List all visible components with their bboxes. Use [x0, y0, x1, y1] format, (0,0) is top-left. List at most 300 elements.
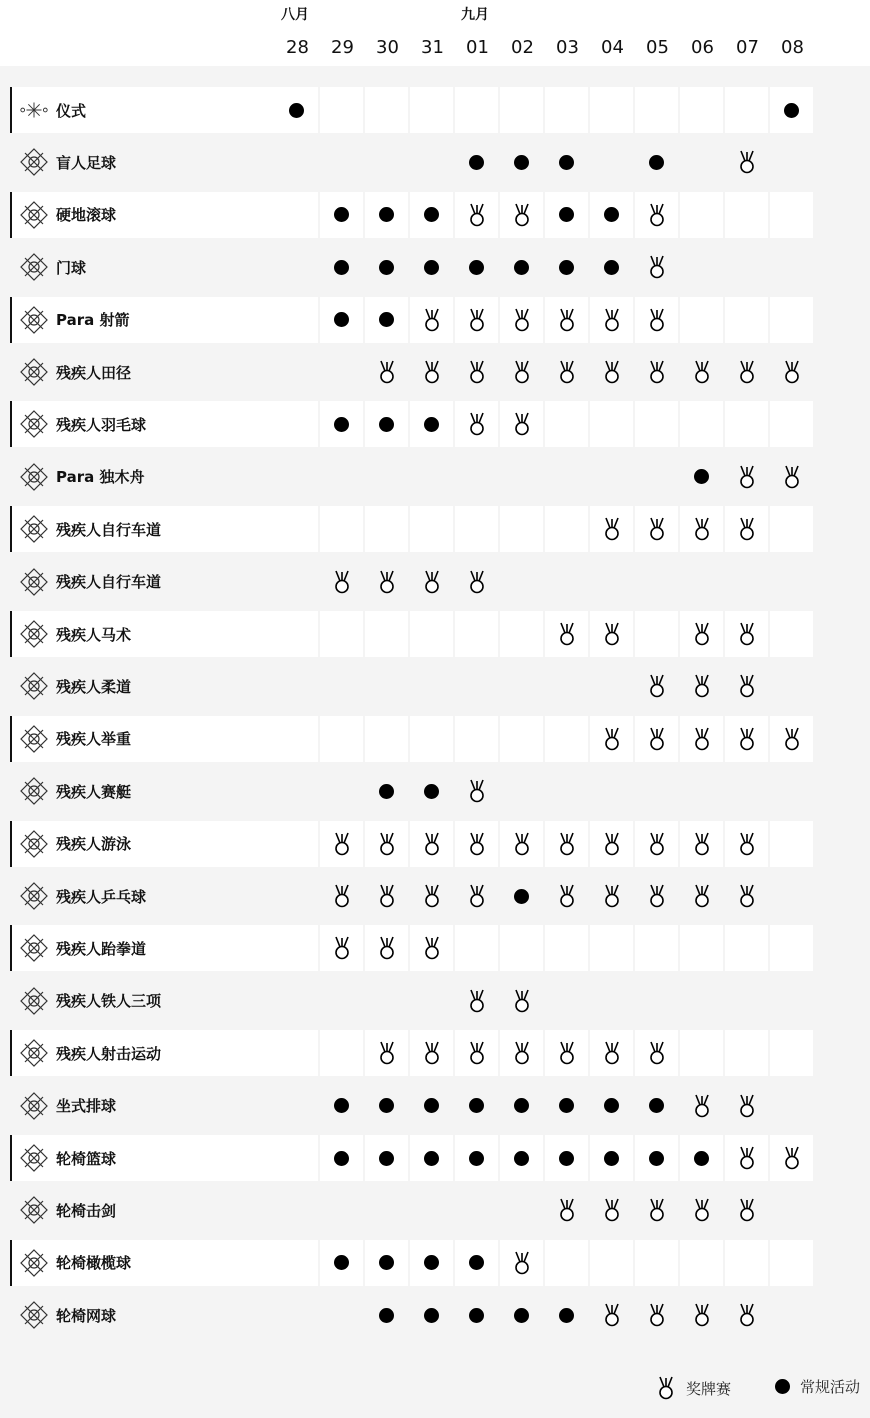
schedule-cell — [410, 139, 453, 185]
schedule-cell — [635, 244, 678, 290]
schedule-cell — [725, 1187, 768, 1233]
sport-row — [0, 978, 870, 1024]
schedule-cell — [365, 768, 408, 814]
schedule-cell — [500, 349, 543, 395]
schedule-cell — [590, 663, 633, 709]
event-dot — [604, 1151, 619, 1166]
schedule-cell — [275, 873, 318, 919]
medal-event-icon — [692, 1094, 712, 1118]
schedule-cell — [320, 1292, 363, 1338]
sport-row — [0, 349, 870, 395]
sport-label — [10, 1135, 275, 1181]
sport-row — [0, 925, 870, 971]
schedule-cell — [410, 1187, 453, 1233]
event-dot — [379, 1255, 394, 1270]
schedule-cell — [500, 244, 543, 290]
schedule-cell — [410, 559, 453, 605]
shooting-para-sport-icon — [18, 1037, 50, 1069]
medal-event-icon — [467, 989, 487, 1013]
medal-event-icon — [602, 884, 622, 908]
event-dot — [334, 1151, 349, 1166]
schedule-cell — [770, 716, 813, 762]
schedule-cell — [725, 821, 768, 867]
date-label: 04 — [601, 37, 624, 58]
medal-event-icon — [422, 360, 442, 384]
schedule-cell — [455, 768, 498, 814]
schedule-cell — [410, 1083, 453, 1129]
schedule-cell — [365, 87, 408, 133]
schedule-cell — [545, 1135, 588, 1181]
schedule-cell — [590, 506, 633, 552]
medal-event-icon — [422, 884, 442, 908]
schedule-cell — [410, 192, 453, 238]
event-dot — [424, 784, 439, 799]
schedule-cell — [455, 559, 498, 605]
schedule-cell — [635, 925, 678, 971]
schedule-cell — [725, 978, 768, 1024]
sport-row — [0, 192, 870, 238]
schedule-cell — [590, 1030, 633, 1076]
schedule-cell — [635, 1240, 678, 1286]
event-dot — [514, 260, 529, 275]
medal-event-icon — [557, 1198, 577, 1222]
schedule-cell — [770, 559, 813, 605]
ceremony-icon — [18, 94, 50, 126]
schedule-cell — [320, 978, 363, 1024]
wheelchair-rugby-icon — [18, 1247, 50, 1279]
schedule-cell — [455, 192, 498, 238]
boccia-icon — [18, 199, 50, 231]
event-dot — [424, 1098, 439, 1113]
sport-row — [0, 244, 870, 290]
schedule-cell — [365, 297, 408, 343]
medal-event-icon — [737, 1094, 757, 1118]
medal-event-icon — [692, 727, 712, 751]
sport-row — [0, 1187, 870, 1233]
schedule-cell — [365, 506, 408, 552]
event-dot — [469, 155, 484, 170]
para-canoe-icon — [18, 461, 50, 493]
schedule-cell — [410, 506, 453, 552]
event-dot — [334, 260, 349, 275]
sport-name: Para 射箭 — [56, 311, 130, 330]
sport-name: 坐式排球 — [56, 1097, 117, 1116]
schedule-cell — [275, 663, 318, 709]
schedule-cell — [725, 139, 768, 185]
schedule-cell — [275, 559, 318, 605]
schedule-cell — [635, 978, 678, 1024]
schedule-cell — [455, 297, 498, 343]
schedule-cell — [275, 821, 318, 867]
sport-name: 残疾人举重 — [56, 730, 132, 749]
wheelchair-fencing-icon — [18, 1194, 50, 1226]
schedule-cell — [410, 454, 453, 500]
medal-event-icon — [377, 1041, 397, 1065]
schedule-cell — [500, 873, 543, 919]
schedule-cell — [320, 611, 363, 657]
schedule-cell — [635, 349, 678, 395]
sport-name: 残疾人自行车道 — [56, 573, 162, 592]
schedule-cell — [275, 454, 318, 500]
schedule-cell — [770, 873, 813, 919]
schedule-cell — [680, 401, 723, 447]
schedule-cell — [635, 663, 678, 709]
schedule-cell — [500, 1030, 543, 1076]
schedule-cell — [680, 1187, 723, 1233]
medal-event-icon — [692, 1303, 712, 1327]
schedule-cell — [455, 1187, 498, 1233]
schedule-cell — [590, 1135, 633, 1181]
schedule-cell — [725, 1240, 768, 1286]
schedule-cell — [500, 1135, 543, 1181]
schedule-cell — [410, 1240, 453, 1286]
schedule-cell — [320, 401, 363, 447]
schedule-cell — [635, 192, 678, 238]
schedule-cell — [545, 611, 588, 657]
schedule-cell — [455, 978, 498, 1024]
medal-event-icon — [602, 1041, 622, 1065]
medal-event-icon — [692, 360, 712, 384]
sport-name: 残疾人马术 — [56, 625, 132, 644]
schedule-cell — [320, 1083, 363, 1129]
medal-event-icon — [782, 727, 802, 751]
medal-event-icon — [647, 517, 667, 541]
date-label: 02 — [511, 37, 534, 58]
schedule-cell — [320, 768, 363, 814]
medal-event-icon — [647, 308, 667, 332]
schedule-cell — [770, 139, 813, 185]
medal-event-icon — [332, 936, 352, 960]
month-label: 九月 — [461, 7, 489, 23]
schedule-cell — [500, 821, 543, 867]
para-athletics-icon — [18, 356, 50, 388]
medal-event-icon — [647, 1303, 667, 1327]
medal-event-icon — [332, 570, 352, 594]
schedule-cell — [365, 1187, 408, 1233]
schedule-cell — [320, 506, 363, 552]
sport-row — [0, 401, 870, 447]
schedule-cell — [590, 192, 633, 238]
medal-event-icon — [377, 936, 397, 960]
schedule-cell — [275, 139, 318, 185]
medal-event-icon — [557, 884, 577, 908]
medal-event-icon — [647, 255, 667, 279]
schedule-cell — [725, 401, 768, 447]
schedule-cell — [770, 454, 813, 500]
event-dot — [469, 1255, 484, 1270]
para-cycling-road-icon — [18, 513, 50, 545]
schedule-cell — [410, 821, 453, 867]
schedule-cell — [275, 401, 318, 447]
legend — [0, 1372, 870, 1406]
medal-event-icon — [647, 1198, 667, 1222]
schedule-cell — [410, 401, 453, 447]
medal-event-icon — [512, 1251, 532, 1275]
event-dot — [469, 260, 484, 275]
medal-event-icon — [512, 360, 532, 384]
sport-label — [10, 821, 275, 867]
schedule-cell — [275, 768, 318, 814]
event-dot — [424, 207, 439, 222]
schedule-cell — [590, 297, 633, 343]
schedule-cell — [410, 1030, 453, 1076]
medal-event-icon — [737, 465, 757, 489]
schedule-cell — [680, 663, 723, 709]
medal-event-icon — [737, 832, 757, 856]
schedule-cell — [320, 87, 363, 133]
sport-name: 残疾人乒乓球 — [56, 887, 147, 906]
schedule-cell — [725, 1083, 768, 1129]
goalball-icon — [18, 251, 50, 283]
sport-name: 残疾人射击运动 — [56, 1044, 162, 1063]
schedule-cell — [680, 349, 723, 395]
medal-event-icon — [512, 203, 532, 227]
schedule-cell — [545, 1187, 588, 1233]
schedule-cell — [410, 244, 453, 290]
schedule-cell — [680, 87, 723, 133]
schedule-cell — [410, 716, 453, 762]
schedule-header — [0, 0, 870, 66]
schedule-cell — [455, 1083, 498, 1129]
schedule-cell — [725, 925, 768, 971]
schedule-cell — [410, 873, 453, 919]
schedule-cell — [680, 506, 723, 552]
schedule-cell — [725, 1030, 768, 1076]
schedule-cell — [455, 401, 498, 447]
schedule-cell — [410, 297, 453, 343]
medal-event-icon — [557, 308, 577, 332]
schedule-cell — [770, 925, 813, 971]
blind-football-icon — [18, 146, 50, 178]
schedule-cell — [455, 611, 498, 657]
schedule-cell — [770, 87, 813, 133]
sport-label — [10, 192, 275, 238]
medal-event-icon — [332, 884, 352, 908]
event-dot — [649, 1098, 664, 1113]
medal-event-icon — [647, 674, 667, 698]
sport-name: 残疾人羽毛球 — [56, 415, 147, 434]
schedule-cell — [410, 925, 453, 971]
schedule-cell — [635, 506, 678, 552]
schedule-cell — [680, 1240, 723, 1286]
schedule-cell — [410, 349, 453, 395]
para-rowing-icon — [18, 775, 50, 807]
event-dot — [694, 469, 709, 484]
sport-label — [10, 1240, 275, 1286]
medal-event-icon — [692, 1198, 712, 1222]
date-label: 29 — [331, 37, 354, 58]
medal-event-icon — [737, 622, 757, 646]
sport-label — [10, 244, 275, 290]
schedule-cell — [680, 925, 723, 971]
event-dot — [424, 1255, 439, 1270]
event-dot — [649, 1151, 664, 1166]
schedule-cell — [455, 506, 498, 552]
schedule-cell — [545, 873, 588, 919]
sitting-volleyball-icon — [18, 1090, 50, 1122]
schedule-cell — [410, 87, 453, 133]
schedule-cell — [500, 978, 543, 1024]
schedule-cell — [770, 1187, 813, 1233]
schedule-cell — [275, 925, 318, 971]
sport-name: 轮椅橄榄球 — [56, 1254, 132, 1273]
schedule-cell — [500, 87, 543, 133]
schedule-cell — [500, 506, 543, 552]
sport-name: 轮椅篮球 — [56, 1149, 117, 1168]
schedule-cell — [455, 663, 498, 709]
sport-name: 轮椅击剑 — [56, 1201, 117, 1220]
schedule-cell — [275, 192, 318, 238]
event-dot — [559, 1151, 574, 1166]
sport-row — [0, 1135, 870, 1181]
sport-row — [0, 768, 870, 814]
event-dot — [694, 1151, 709, 1166]
schedule-cell — [500, 663, 543, 709]
schedule-cell — [455, 925, 498, 971]
sport-name: 轮椅网球 — [56, 1306, 117, 1325]
sport-name: 残疾人跆拳道 — [56, 939, 147, 958]
schedule-cell — [770, 821, 813, 867]
medal-event-icon — [557, 1041, 577, 1065]
schedule-cell — [500, 454, 543, 500]
schedule-cell — [275, 1083, 318, 1129]
medal-event-icon — [602, 832, 622, 856]
para-powerlifting-icon — [18, 723, 50, 755]
para-cycling-track-icon — [18, 566, 50, 598]
schedule-cell — [500, 139, 543, 185]
medal-icon — [656, 1376, 676, 1400]
sport-name: 残疾人游泳 — [56, 835, 132, 854]
medal-event-icon — [737, 1146, 757, 1170]
schedule-cell — [365, 139, 408, 185]
medal-event-icon — [377, 832, 397, 856]
medal-event-icon — [467, 412, 487, 436]
schedule-cell — [680, 297, 723, 343]
schedule-cell — [680, 978, 723, 1024]
schedule-cell — [680, 873, 723, 919]
schedule-cell — [500, 1083, 543, 1129]
event-dot — [379, 207, 394, 222]
schedule-cell — [635, 873, 678, 919]
schedule-cell — [725, 297, 768, 343]
sport-row — [0, 1292, 870, 1338]
event-dot — [604, 1098, 619, 1113]
schedule-cell — [275, 1240, 318, 1286]
schedule-cell — [320, 1135, 363, 1181]
schedule-cell — [680, 139, 723, 185]
medal-event-icon — [512, 412, 532, 436]
sport-label — [10, 1083, 275, 1129]
sport-label — [10, 978, 275, 1024]
schedule-cell — [455, 87, 498, 133]
schedule-cell — [365, 349, 408, 395]
schedule-cell — [365, 1240, 408, 1286]
schedule-cell — [455, 821, 498, 867]
date-label: 30 — [376, 37, 399, 58]
medal-event-icon — [377, 570, 397, 594]
medal-event-icon — [512, 832, 532, 856]
sport-row — [0, 559, 870, 605]
schedule-cell — [725, 611, 768, 657]
sport-label — [10, 349, 275, 395]
sport-label — [10, 925, 275, 971]
schedule-cell — [680, 716, 723, 762]
medal-event-icon — [467, 884, 487, 908]
schedule-cell — [545, 978, 588, 1024]
event-dot — [559, 260, 574, 275]
schedule-cell — [545, 297, 588, 343]
medal-event-icon — [512, 989, 532, 1013]
schedule-cell — [410, 663, 453, 709]
schedule-cell — [635, 611, 678, 657]
sport-row — [0, 1240, 870, 1286]
event-dot — [334, 417, 349, 432]
event-dot — [334, 1255, 349, 1270]
schedule-cell — [545, 768, 588, 814]
event-dot — [514, 1308, 529, 1323]
medal-event-icon — [467, 1041, 487, 1065]
sport-label — [10, 139, 275, 185]
medal-event-icon — [647, 832, 667, 856]
date-label: 06 — [691, 37, 714, 58]
schedule-cell — [455, 716, 498, 762]
schedule-cell — [410, 978, 453, 1024]
date-label: 01 — [466, 37, 489, 58]
legend-medal — [656, 1376, 731, 1400]
schedule-cell — [455, 139, 498, 185]
schedule-cell — [725, 87, 768, 133]
date-label: 31 — [421, 37, 444, 58]
schedule-cell — [275, 1135, 318, 1181]
medal-event-icon — [737, 360, 757, 384]
schedule-cell — [770, 349, 813, 395]
schedule-cell — [500, 297, 543, 343]
medal-event-icon — [782, 360, 802, 384]
schedule-cell — [545, 192, 588, 238]
schedule-cell — [500, 768, 543, 814]
event-dot — [379, 312, 394, 327]
schedule-cell — [275, 1030, 318, 1076]
schedule-cell — [320, 244, 363, 290]
schedule-cell — [725, 1135, 768, 1181]
schedule-cell — [275, 611, 318, 657]
medal-event-icon — [467, 203, 487, 227]
schedule-cell — [770, 506, 813, 552]
schedule-cell — [680, 1292, 723, 1338]
schedule-cell — [680, 1135, 723, 1181]
medal-event-icon — [692, 884, 712, 908]
medal-event-icon — [332, 832, 352, 856]
schedule-cell — [320, 297, 363, 343]
sport-row — [0, 297, 870, 343]
schedule-cell — [770, 978, 813, 1024]
schedule-cell — [500, 1240, 543, 1286]
schedule-cell — [590, 768, 633, 814]
event-dot — [559, 155, 574, 170]
schedule-cell — [545, 506, 588, 552]
schedule-cell — [770, 611, 813, 657]
schedule-cell — [590, 454, 633, 500]
schedule-cell — [590, 978, 633, 1024]
event-dot — [784, 103, 799, 118]
medal-event-icon — [602, 622, 622, 646]
schedule-cell — [680, 768, 723, 814]
schedule-cell — [635, 297, 678, 343]
sport-label — [10, 768, 275, 814]
date-label: 28 — [286, 37, 309, 58]
schedule-cell — [770, 1083, 813, 1129]
schedule-cell — [320, 349, 363, 395]
